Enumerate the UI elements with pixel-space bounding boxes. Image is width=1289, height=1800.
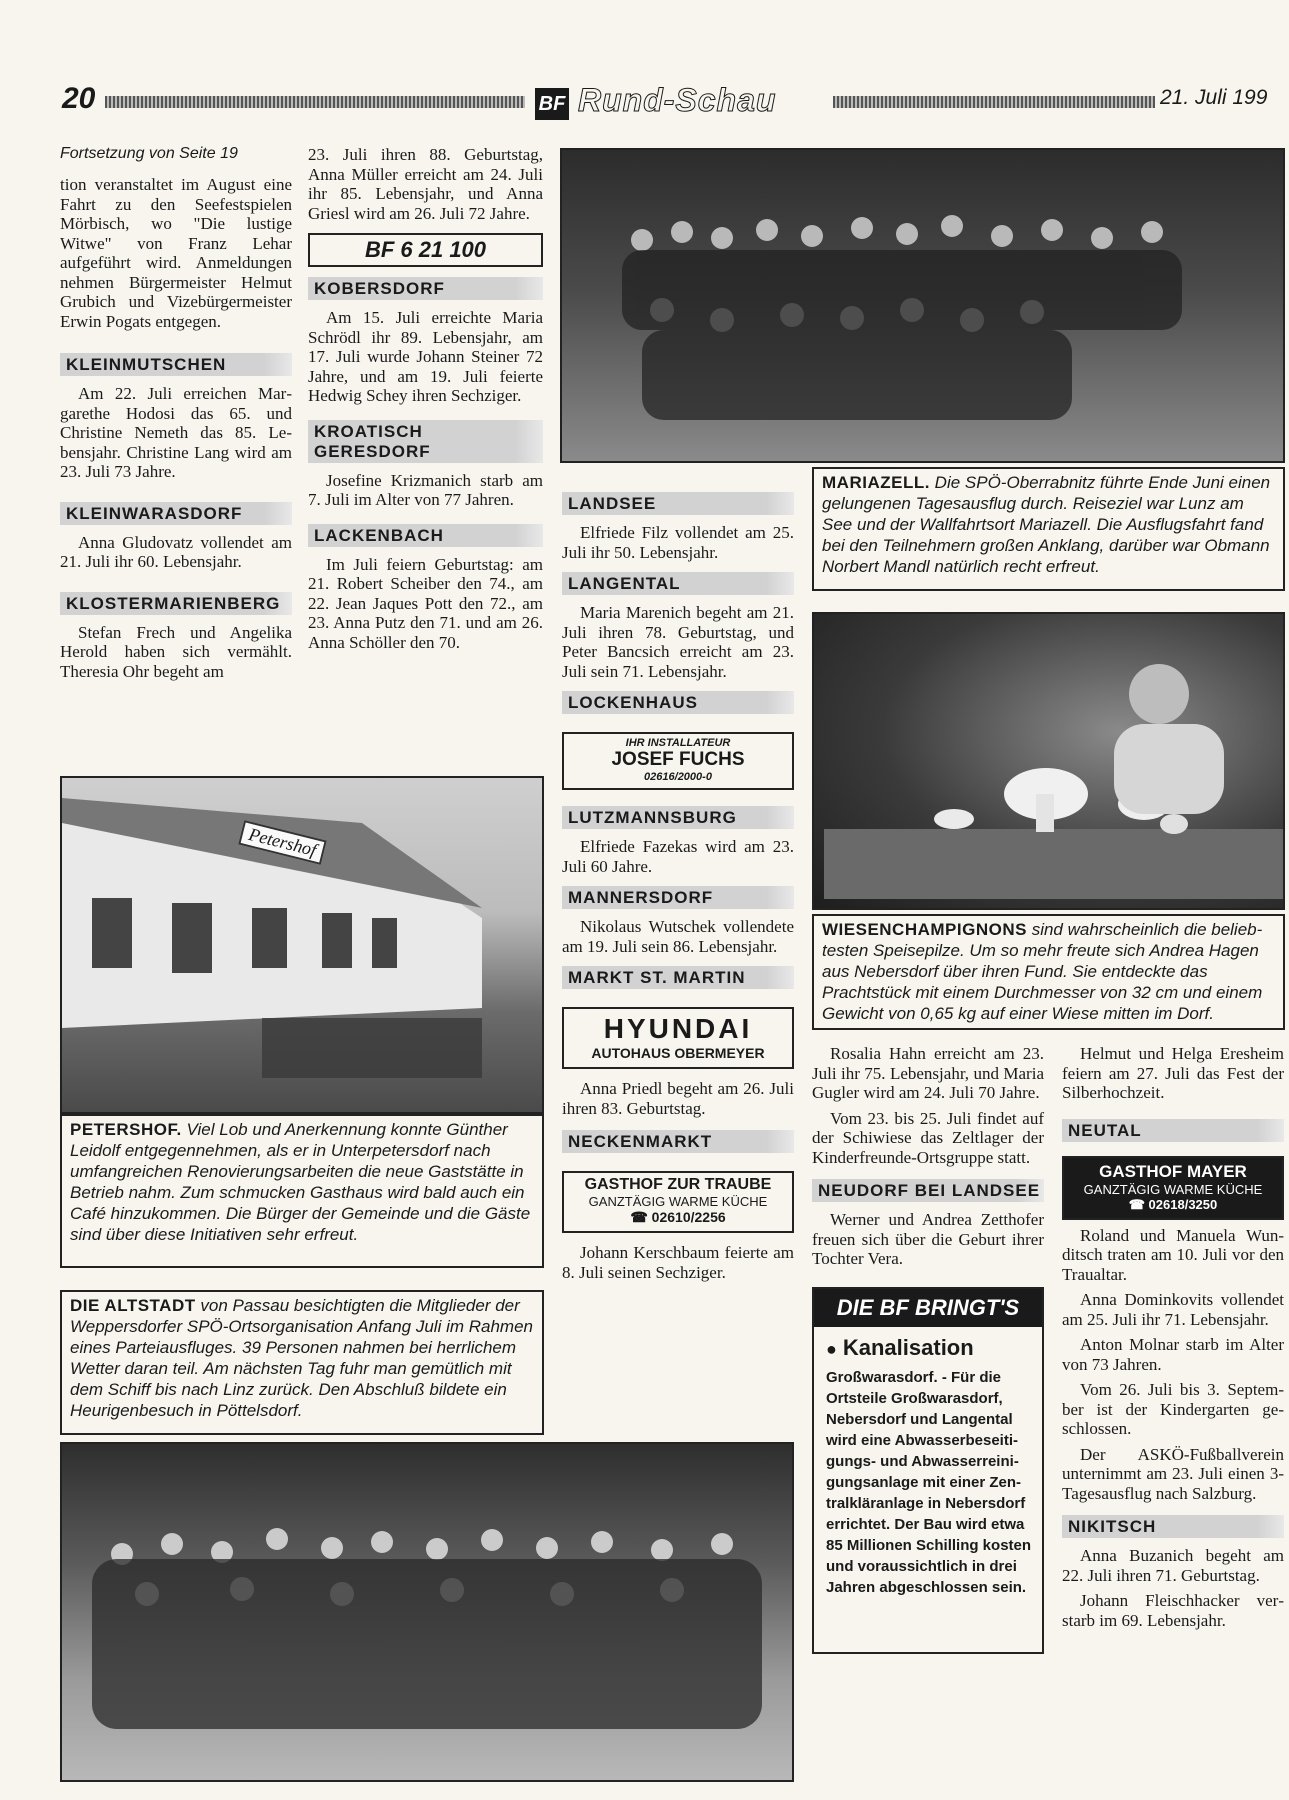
ad-gasthof-traube	[562, 1171, 794, 1233]
article-text: Am 15. Juli erreichte Maria Schrödl ihr 89. Lebensjahr, am 17. Juli wurde Johann Steiner 72 Jahre, und am 19. Juli feierte Hedwig Schey ihren Sechziger.	[308, 308, 543, 405]
article-text: Helmut und Helga Eresheim feiern am 27. Juli das Fest der Silberhochzeit.	[1062, 1044, 1284, 1102]
page-number: 20	[62, 82, 96, 115]
ad-line: GASTHOF MAYER	[1099, 1161, 1247, 1181]
article-text: Stefan Frech und Angelika Herold haben sich vermählt. Theresia Ohr begeht am	[60, 622, 292, 681]
ad-line: ☎ 02618/3250	[1128, 1196, 1218, 1212]
caption-lead: PETERSHOF.	[70, 1120, 182, 1139]
header-rule-left	[105, 96, 525, 108]
caption-mariazell	[812, 467, 1285, 591]
bf-bringts-text: Großwarasdorf. - Für die Ortsteile Großwarasdorf, Nebersdorf und Langental wird eine Abwasserbeseitigungs- und Abwasserreinigungsanlage mit einer Zentralkläranlage in Nebersdorf errichtet. Der Bau wird etwa 85 Millionen Schilling kosten und voraussichtlich in drei Jahren abgeschlossen sein.	[826, 1368, 1032, 1596]
bf-bringts-box	[812, 1287, 1044, 1654]
ad-gasthof-mayer	[1062, 1156, 1284, 1220]
ad-line: GANZTÄGIG WARME KÜCHE	[588, 1194, 768, 1209]
article-text: Rosalia Hahn erreicht am 23. Juli ihr 75. Lebensjahr, und Maria Gugler wird am 24. Juli 70 Jahre.	[812, 1044, 1044, 1102]
article-text: Johann Kerschbaum feierte am 8. Juli seinen Sechziger.	[562, 1243, 794, 1282]
group-people-illustration	[562, 150, 1285, 463]
article-text: Im Juli feiern Geburtstag: am 21. Robert Scheiber den 74., am 22. Jean Jaques Pott den 72., am 23. Anna Putz den 71. und am 26. Anna Schöller den 70.	[308, 554, 543, 652]
ad-line: AUTOHAUS OBERMEYER	[591, 1045, 765, 1061]
section-heading: MARKT ST. MARTIN	[562, 966, 794, 989]
ad-line: GASTHOF ZUR TRAUBE	[584, 1176, 772, 1193]
section-heading: LANGENTAL	[562, 572, 794, 595]
column-3	[562, 492, 794, 1282]
section-heading: KLOSTERMARIENBERG	[60, 592, 292, 615]
ad-installateur-fuchs	[562, 732, 794, 790]
section-heading: LACKENBACH	[308, 524, 543, 547]
column-4	[812, 1044, 1044, 1654]
caption-petershof	[60, 1114, 544, 1268]
article-text: Anna Gludovatz vollendet am 21. Juli ihr 60. Lebensjahr.	[60, 532, 292, 571]
caption-lead: WIESENCHAMPIGNONS	[822, 920, 1027, 939]
continued-note: Fortsetzung von Seite 19	[60, 145, 238, 162]
column-2	[308, 145, 543, 652]
article-text: Der ASKÖ-Fußballverein unternimmt am 23. Juli einen 3-Tagesausflug nach Salzburg.	[1062, 1444, 1284, 1503]
article-text: Elfriede Filz vollendet am 25. Juli ihr 50. Lebensjahr.	[562, 523, 794, 562]
section-heading: LANDSEE	[562, 492, 794, 515]
section-heading: LOCKENHAUS	[562, 691, 794, 714]
section-heading: NECKENMARKT	[562, 1130, 794, 1153]
article-text: tion veranstaltet im August eine Fahrt zu den Seefestspielen Mörbisch, wo "Die lustige Witwe" von Franz Lehar aufgeführt wird. Anmeldungen nehmen Bürgermeister Helmut Grubich und Vizebürgermeister Erwin Pogats entgegen.	[60, 175, 292, 331]
petershof-sign: Petershof	[238, 820, 327, 865]
header-rule-right	[833, 96, 1155, 108]
bf-logo: BF	[535, 88, 569, 120]
mushroom-illustration	[814, 614, 1285, 910]
article-text: Werner und Andrea Zetthofer freuen sich über die Geburt ihrer Tochter Vera.	[812, 1210, 1044, 1268]
section-heading: NEUDORF BEI LANDSEE	[812, 1179, 1044, 1202]
ad-line: 02616/2000-0	[644, 771, 712, 783]
section-heading: KOBERSDORF	[308, 277, 543, 300]
ad-line: JOSEF FUCHS	[611, 749, 745, 770]
caption-text: sind wahrscheinlich die beliebtesten Speisepilze. Um so mehr freute sich Andrea Hagen aus Nebersdorf über ihren Fund. Sie entdeckte das Prachtstück mit einem Durchmesser von 32 cm und einem Gewicht von 0,65 kg auf einer Wiese mitten im Dorf.	[822, 920, 1263, 1023]
group-people-illustration	[62, 1444, 794, 1782]
caption-lead: DIE ALTSTADT	[70, 1296, 196, 1315]
article-text: Elfriede Fazekas wird am 23. Juli 60 Jahre.	[562, 837, 794, 876]
bf-bringts-title-text: Kanalisation	[842, 1334, 974, 1360]
section-heading: LUTZMANNSBURG	[562, 806, 794, 829]
ad-line: GANZTÄGIG WARME KÜCHE	[1083, 1181, 1263, 1197]
bf-bringts-heading: DIE BF BRINGT'S	[814, 1289, 1042, 1327]
article-text: Anna Dominkovits vollendet am 25. Juli ihr 71. Lebensjahr.	[1062, 1290, 1284, 1329]
ad-line: ☎ 02610/2256	[630, 1209, 726, 1225]
group-photo-mariazell	[560, 148, 1285, 463]
article-text: Maria Marenich begeht am 21. Juli ihren 78. Geburtstag, und Peter Bancsich erreicht am 23. Juli sein 71. Lebensjahr.	[562, 603, 794, 681]
section-heading: KLEINMUTSCHEN	[60, 353, 292, 376]
section-heading: NIKITSCH	[1062, 1515, 1284, 1538]
ad-hyundai	[562, 1007, 794, 1069]
column-5	[1062, 1044, 1284, 1630]
caption-text: Die SPÖ-Oberrabnitz führte Ende Juni einen gelungenen Tagesausflug durch. Reiseziel war Lunz am See und der Wallfahrtsort Mariazell. Die Ausflugsfahrt fand bei den Teilnehmern großen Anklang, darüber war Obmann Norbert Mandl natürlich recht erfreut.	[822, 473, 1271, 576]
bullet-icon: ●	[826, 1338, 837, 1359]
ad-line: IHR INSTALLATEUR	[625, 737, 731, 749]
caption-text: Viel Lob und Anerkennung konnte Günther Leidolf entgegennehmen, als er in Unterpetersdorf nach umfangreichen Renovierungsarbeiten die neue Gaststätte in Betrieb nahm. Zum schmucken Gasthaus wird bald auch ein Café hinzukommen. Die Bürger der Gemeinde und die Gäste sind über diese Initiativen sehr erfreut.	[70, 1120, 531, 1244]
section-heading: KROATISCH GERESDORF	[308, 420, 543, 463]
article-text: 23. Juli ihren 88. Geburtstag, Anna Müller erreicht am 24. Juli ihr 85. Lebensjahr, und Anna Griesl wird am 26. Juli 72 Jahre.	[308, 145, 543, 223]
bf-bringts-title	[826, 1335, 1032, 1361]
ad-line: HYUNDAI	[603, 1013, 753, 1044]
article-text: Vom 23. bis 25. Juli findet auf der Schiwiese das Zeltlager der Kinderfreunde-Ortsgruppe statt.	[812, 1108, 1044, 1167]
article-text: Johann Fleischhacker verstarb im 69. Lebensjahr.	[1062, 1591, 1284, 1630]
article-text: Am 22. Juli erreichen Margarethe Hodosi das 65. und Christine Nemeth das 85. Lebensjahr. Christine Lang wird am 23. Juli 73 Jahre.	[60, 384, 292, 481]
issue-date: 21. Juli 199	[1160, 86, 1268, 109]
column-1	[60, 145, 292, 681]
article-text: Vom 26. Juli bis 3. September ist der Kindergarten geschlossen.	[1062, 1380, 1284, 1438]
section-heading: KLEINWARASDORF	[60, 502, 292, 525]
caption-text: von Passau besichtigten die Mitglieder der Weppersdorfer SPÖ-Ortsorganisation Anfang Juli im Rahmen eines Parteiausfluges. 39 Personen nahmen bei herrlichem Wetter daran teil. Am nächsten Tag fuhr man gemütlich mit dem Schiff bis nach Linz zurück. Den Abschluß bildete ein Heurigenbesuch in Pöttelsdorf.	[70, 1296, 533, 1420]
photo-petershof	[60, 776, 544, 1114]
caption-altstadt	[60, 1290, 544, 1435]
photo-wiesenchampignons	[812, 612, 1285, 910]
section-heading: MANNERSDORF	[562, 886, 794, 909]
building-illustration	[62, 778, 544, 1114]
caption-wiesenchampignons	[812, 914, 1285, 1030]
bf-phone-box: BF 6 21 100	[308, 233, 543, 267]
article-text: Roland und Manuela Wunditsch traten am 10. Juli vor den Traualtar.	[1062, 1225, 1284, 1284]
article-text: Anna Buzanich begeht am 22. Juli ihren 71. Geburtstag.	[1062, 1546, 1284, 1585]
article-text: Anna Priedl begeht am 26. Juli ihren 83. Geburtstag.	[562, 1079, 794, 1118]
article-text: Nikolaus Wutschek vollendete am 19. Juli sein 86. Lebensjahr.	[562, 917, 794, 956]
article-text: Anton Molnar starb im Alter von 73 Jahren.	[1062, 1335, 1284, 1374]
group-photo-altstadt	[60, 1442, 794, 1782]
article-text: Josefine Krizmanich starb am 7. Juli im Alter von 77 Jahren.	[308, 470, 543, 509]
masthead-title: Rund-Schau	[578, 82, 777, 118]
section-heading: NEUTAL	[1062, 1119, 1284, 1142]
caption-lead: MARIAZELL.	[822, 473, 930, 492]
